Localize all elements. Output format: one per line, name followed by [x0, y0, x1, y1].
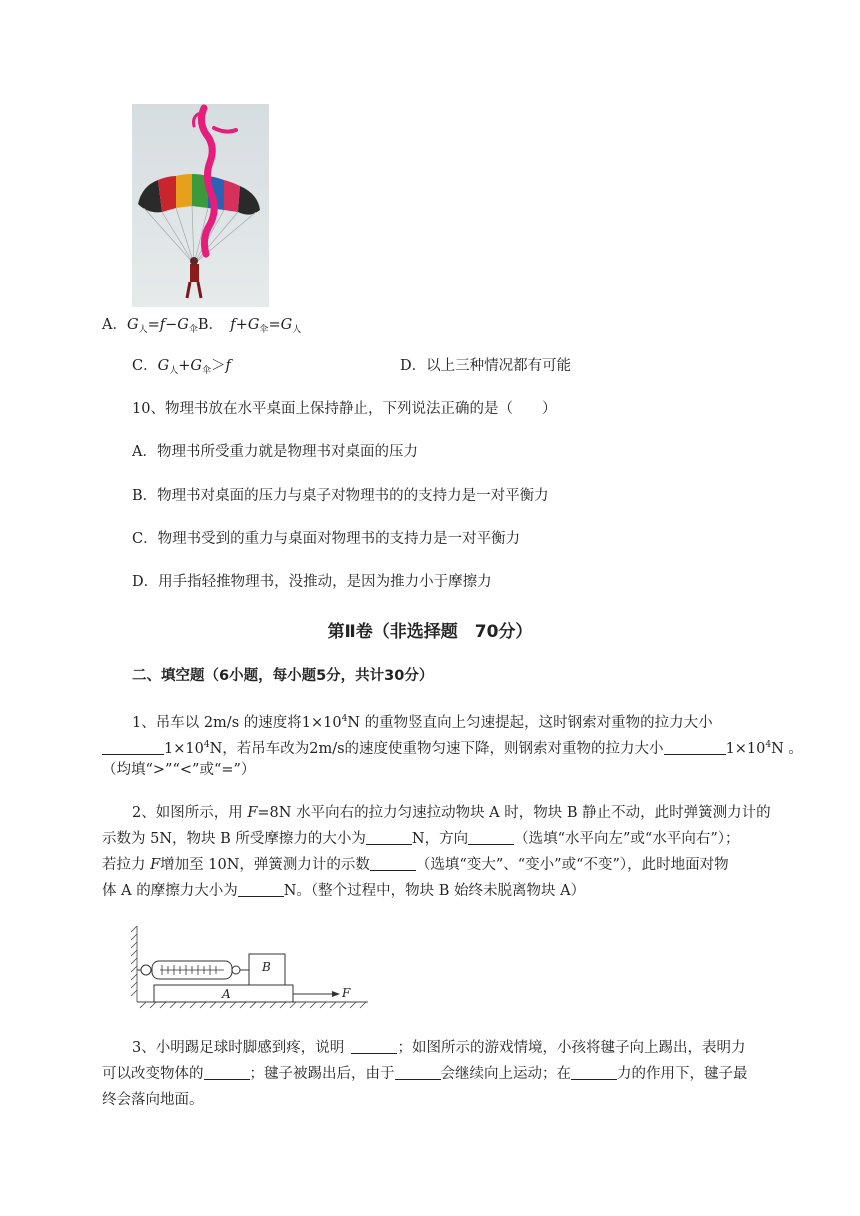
- fill1-line3: （均填“>”“<”或“=”）: [102, 762, 256, 778]
- q10-option-a: A．物理书所受重力就是物理书对桌面的压力: [132, 444, 418, 460]
- q9-option-c: C．$G_人+G_伞>f$: [132, 358, 231, 376]
- label-f: F: [342, 986, 351, 1000]
- answer-blank[interactable]: [102, 740, 164, 755]
- q9-options-ab: A．$G_人=f-G_伞B$． $f+G_伞=G_人$: [102, 317, 302, 335]
- label-b: B: [262, 960, 271, 974]
- fill3-line2: 可以改变物体的 ；毽子被踢出后，由于 会继续向上运动；在 力的作用下，毽子最: [102, 1066, 748, 1082]
- answer-blank[interactable]: [571, 1065, 617, 1080]
- section-heading: 二、填空题（6小题，每小题5分，共计30分）: [132, 668, 434, 684]
- answer-blank[interactable]: [395, 1065, 441, 1080]
- answer-blank[interactable]: [238, 882, 284, 897]
- fill2-line3: 若拉力 F增加至 10N，弹簧测力计的示数 （选填“变大”、“变小”或“不变”），此时地面对物: [102, 857, 729, 873]
- label-a: A: [222, 987, 231, 1001]
- q10-option-b: B．物理书对桌面的压力与桌子对物理书的的支持力是一对平衡力: [132, 488, 549, 504]
- answer-blank[interactable]: [664, 740, 726, 755]
- fill2-line4: 体 A 的摩擦力大小为 N。（整个过程中，物块 B 始终未脱离物块 A）: [102, 883, 586, 899]
- answer-blank[interactable]: [370, 856, 416, 871]
- fill2-line2: 示数为 5N，物块 B 所受摩擦力的大小为 N，方向 （选填“水平向左”或“水平向右”）；: [102, 831, 740, 847]
- fill3-line1: 3、小明踢足球时脚感到疼，说明 ；如图所示的游戏情境，小孩将毽子向上踢出，表明力: [132, 1040, 746, 1056]
- q10-stem: 10、物理书放在水平桌面上保持静止，下列说法正确的是（ ）: [132, 401, 557, 417]
- fill1-line1: 1、吊车以 2m/s 的速度将$1\times 10^4N$ 的重物竖直向上匀速提起，这时钢索对重物的拉力大小: [132, 714, 713, 731]
- q9-option-d: D．以上三种情况都有可能: [400, 358, 572, 374]
- fill1-line2: $1\times 10^4N$，若吊车改为2m/s的速度使重物匀速下降，则钢索对重物的拉力大小 $1\times 10^4N$ 。: [102, 735, 803, 759]
- q10-option-d: D．用手指轻推物理书，没推动，是因为推力小于摩擦力: [132, 574, 492, 590]
- answer-blank[interactable]: [468, 830, 514, 845]
- part2-title: 第Ⅱ卷（非选择题 70分）: [327, 622, 533, 642]
- fill3-line3: 终会落向地面。: [102, 1092, 204, 1108]
- fill2-line1: 2、如图所示，用 F=8N 水平向右的拉力匀速拉动物块 A 时，物块 B 静止不动，此时弹簧测力计的: [132, 805, 771, 821]
- parachute-photo: [132, 104, 269, 307]
- spring-scale-diagram: [128, 924, 373, 1012]
- answer-blank[interactable]: [366, 830, 412, 845]
- answer-blank[interactable]: [204, 1065, 250, 1080]
- q10-option-c: C．物理书受到的重力与桌面对物理书的支持力是一对平衡力: [132, 531, 521, 547]
- answer-blank[interactable]: [351, 1039, 397, 1054]
